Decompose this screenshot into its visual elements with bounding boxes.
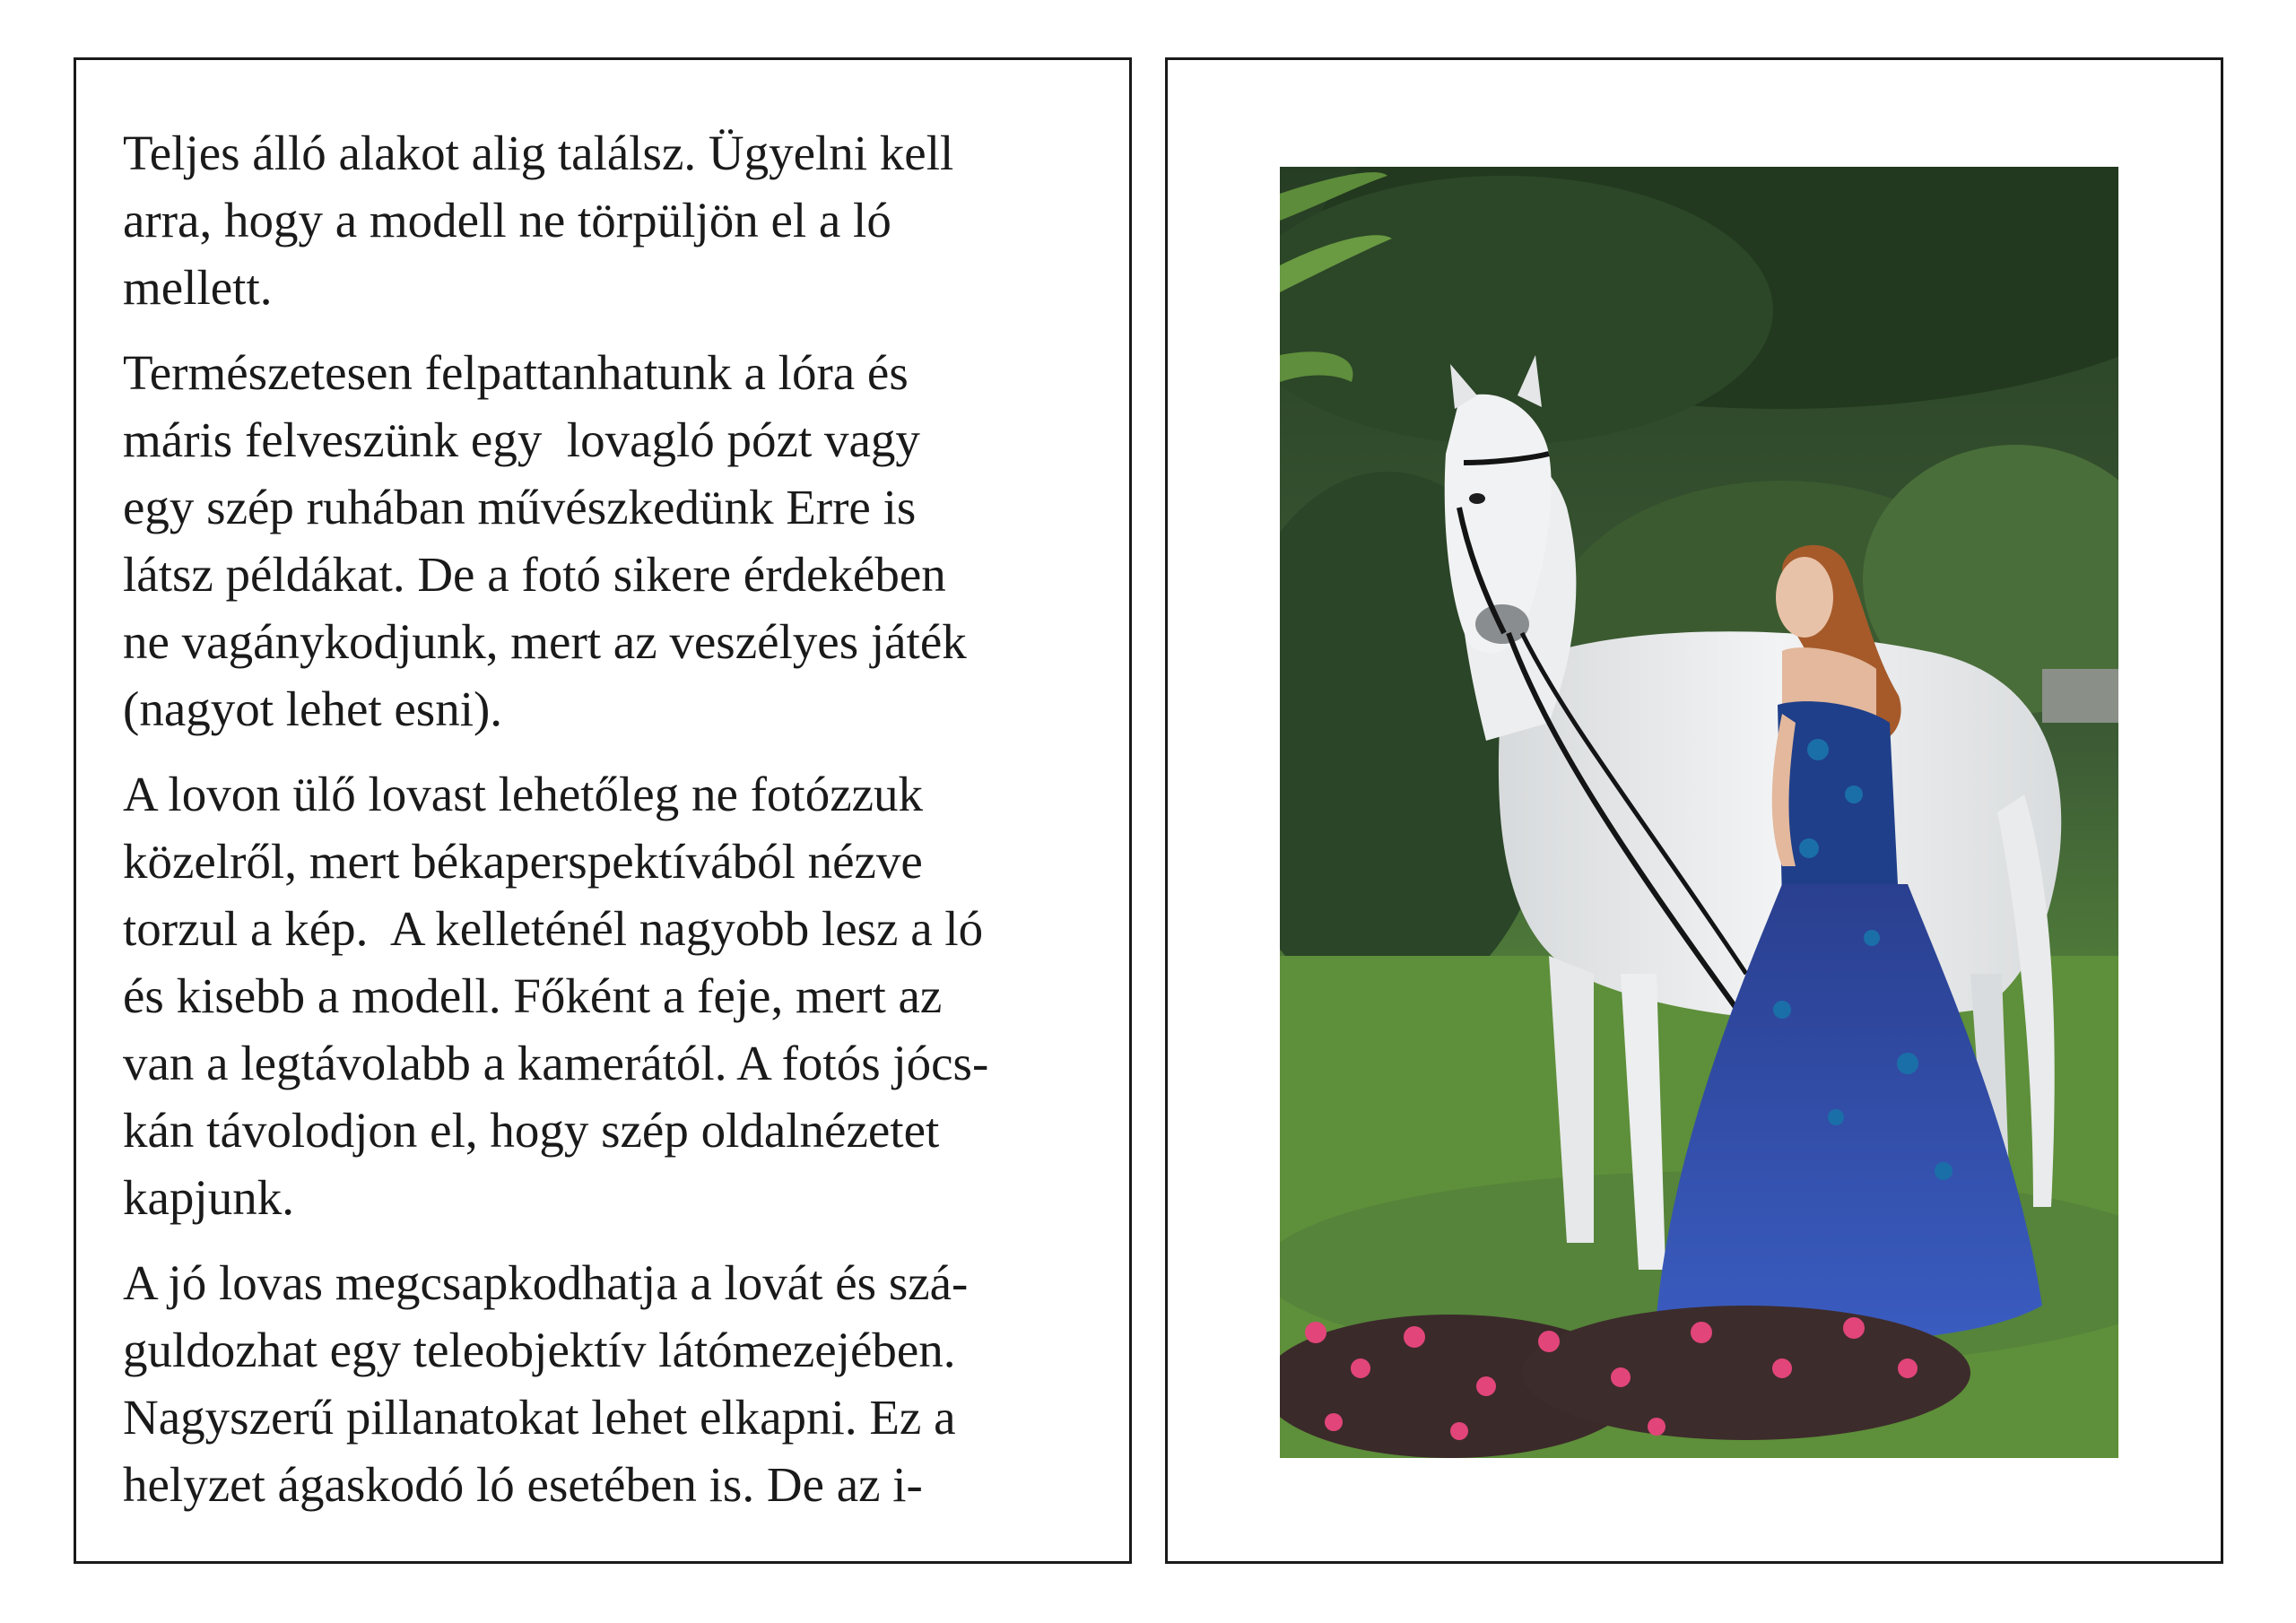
- flower: [1691, 1322, 1712, 1343]
- flower: [1450, 1422, 1468, 1440]
- flower: [1476, 1376, 1496, 1396]
- flower: [1404, 1326, 1425, 1348]
- text-line: kán távolodjon el, hogy szép oldalnézetet: [123, 1103, 940, 1158]
- face: [1776, 557, 1833, 638]
- text-line: guldozhat egy teleobjektív látómezejében.: [123, 1323, 956, 1377]
- paragraph: [123, 119, 1109, 321]
- text-line: (nagyot lehet esni).: [123, 681, 503, 736]
- text-line: van a legtávolabb a kamerától. A fotós jócs-: [123, 1036, 989, 1090]
- flower: [1351, 1358, 1370, 1378]
- dress-bodice: [1778, 701, 1899, 902]
- text-line: közelről, mert békaperspektívából nézve: [123, 834, 923, 889]
- text-line: Teljes álló alakot alig találsz. Ügyelni kell: [123, 126, 954, 180]
- flower: [1843, 1317, 1865, 1339]
- flower: [1305, 1322, 1326, 1343]
- text-line: máris felveszünk egy lovagló pózt vagy: [123, 412, 920, 467]
- photo-illustration: [1280, 167, 2118, 1458]
- text-line: és kisebb a modell. Főként a feje, mert az: [123, 968, 943, 1023]
- text-line: mellett.: [123, 260, 273, 315]
- sequin: [1935, 1162, 1952, 1180]
- text-line: egy szép ruhában művészkedünk Erre is: [123, 480, 917, 534]
- right-photo-panel: [1165, 57, 2223, 1564]
- text-line: Természetesen felpattanhatunk a lóra és: [123, 345, 909, 400]
- sequin: [1773, 1001, 1791, 1019]
- left-text-panel: [74, 57, 1132, 1564]
- body-text: [123, 119, 1109, 1536]
- text-line: A jó lovas megcsapkodhatja a lovát és szá-: [123, 1255, 969, 1310]
- sequin: [1807, 739, 1829, 760]
- flower: [1538, 1331, 1560, 1352]
- text-line: ne vagánykodjunk, mert az veszélyes játék: [123, 614, 967, 669]
- sequin: [1799, 838, 1819, 858]
- text-line: A lovon ülő lovast lehetőleg ne fotózzuk: [123, 767, 924, 821]
- text-line: arra, hogy a modell ne törpüljön el a ló: [123, 193, 891, 247]
- text-line: kapjunk.: [123, 1170, 294, 1225]
- flower: [1325, 1413, 1343, 1431]
- text-line: Nagyszerű pillanatokat lehet elkapni. Ez a: [123, 1390, 956, 1445]
- road: [2042, 669, 2118, 723]
- flower: [1648, 1418, 1665, 1436]
- text-line: helyzet ágaskodó ló esetében is. De az i-: [123, 1457, 923, 1512]
- flower: [1772, 1358, 1792, 1378]
- text-line: torzul a kép. A kelleténél nagyobb lesz a ló: [123, 901, 984, 956]
- sequin: [1864, 930, 1880, 946]
- text-line: látsz példákat. De a fotó sikere érdekében: [123, 547, 946, 602]
- flower: [1898, 1358, 1918, 1378]
- paragraph: [123, 339, 1109, 742]
- horse-and-model-photo: [1280, 167, 2118, 1458]
- paragraph: [123, 1249, 1109, 1518]
- sequin: [1828, 1109, 1844, 1125]
- horse-eye: [1469, 493, 1485, 504]
- sequin: [1897, 1053, 1918, 1074]
- flower: [1611, 1367, 1631, 1387]
- paragraph: [123, 760, 1109, 1231]
- sequin: [1845, 785, 1863, 803]
